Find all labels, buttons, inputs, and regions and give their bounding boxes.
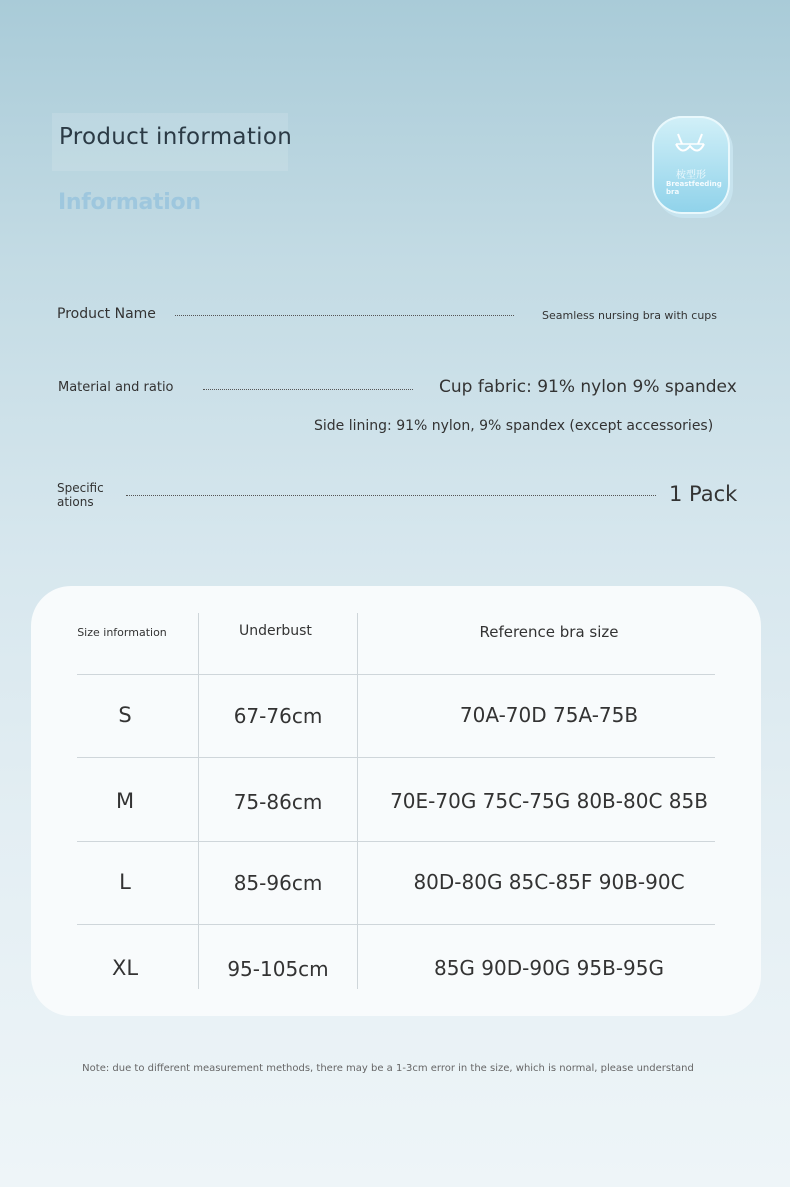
size-cell: L <box>119 870 131 894</box>
badge-en-line1: Breastfeeding <box>666 180 722 188</box>
table-header-reference: Reference bra size <box>479 623 619 641</box>
underbust-cell: 67-76cm <box>233 704 323 728</box>
reference-cell: 85G 90D-90G 95B-95G <box>433 956 664 980</box>
spec-label-line1: Specific <box>57 481 104 495</box>
page-subtitle: Information <box>58 190 201 215</box>
material-value-side: Side lining: 91% nylon, 9% spandex (except accessories) <box>314 418 714 434</box>
table-header-size: Size information <box>77 626 167 639</box>
material-label: Material and ratio <box>58 380 174 395</box>
measurement-note: Note: due to different measurement methods, there may be a 1-3cm error in the size, which is normal, please understand <box>82 1063 694 1074</box>
size-cell: XL <box>111 956 139 980</box>
row-divider <box>77 757 715 758</box>
spec-value: 1 Pack <box>669 482 738 506</box>
underbust-cell: 95-105cm <box>227 957 329 981</box>
dotted-leader <box>175 315 514 316</box>
row-divider <box>77 674 715 675</box>
dotted-leader <box>203 389 413 390</box>
badge-cn-text: 桉型形 <box>676 170 706 181</box>
row-divider <box>77 924 715 925</box>
badge-en-text <box>666 180 722 196</box>
product-name-label: Product Name <box>57 306 156 322</box>
reference-cell: 80D-80G 85C-85F 90B-90C <box>413 870 685 894</box>
reference-cell: 70E-70G 75C-75G 80B-80C 85B <box>390 789 708 813</box>
table-header-underbust: Underbust <box>239 623 312 639</box>
product-name-value: Seamless nursing bra with cups <box>542 309 718 322</box>
bra-icon <box>672 132 708 158</box>
size-cell: S <box>118 703 132 727</box>
badge-en-line2: bra <box>666 188 680 196</box>
underbust-cell: 75-86cm <box>233 790 323 814</box>
page-title: Product information <box>59 124 293 150</box>
row-divider <box>77 841 715 842</box>
underbust-cell: 85-96cm <box>233 871 323 895</box>
dotted-leader <box>126 495 656 496</box>
product-badge <box>652 116 730 214</box>
spec-label-line2: ations <box>57 495 94 509</box>
reference-cell: 70A-70D 75A-75B <box>459 703 639 727</box>
material-value-cup: Cup fabric: 91% nylon 9% spandex <box>439 377 737 397</box>
size-cell: M <box>115 789 135 813</box>
spec-label <box>57 481 104 509</box>
